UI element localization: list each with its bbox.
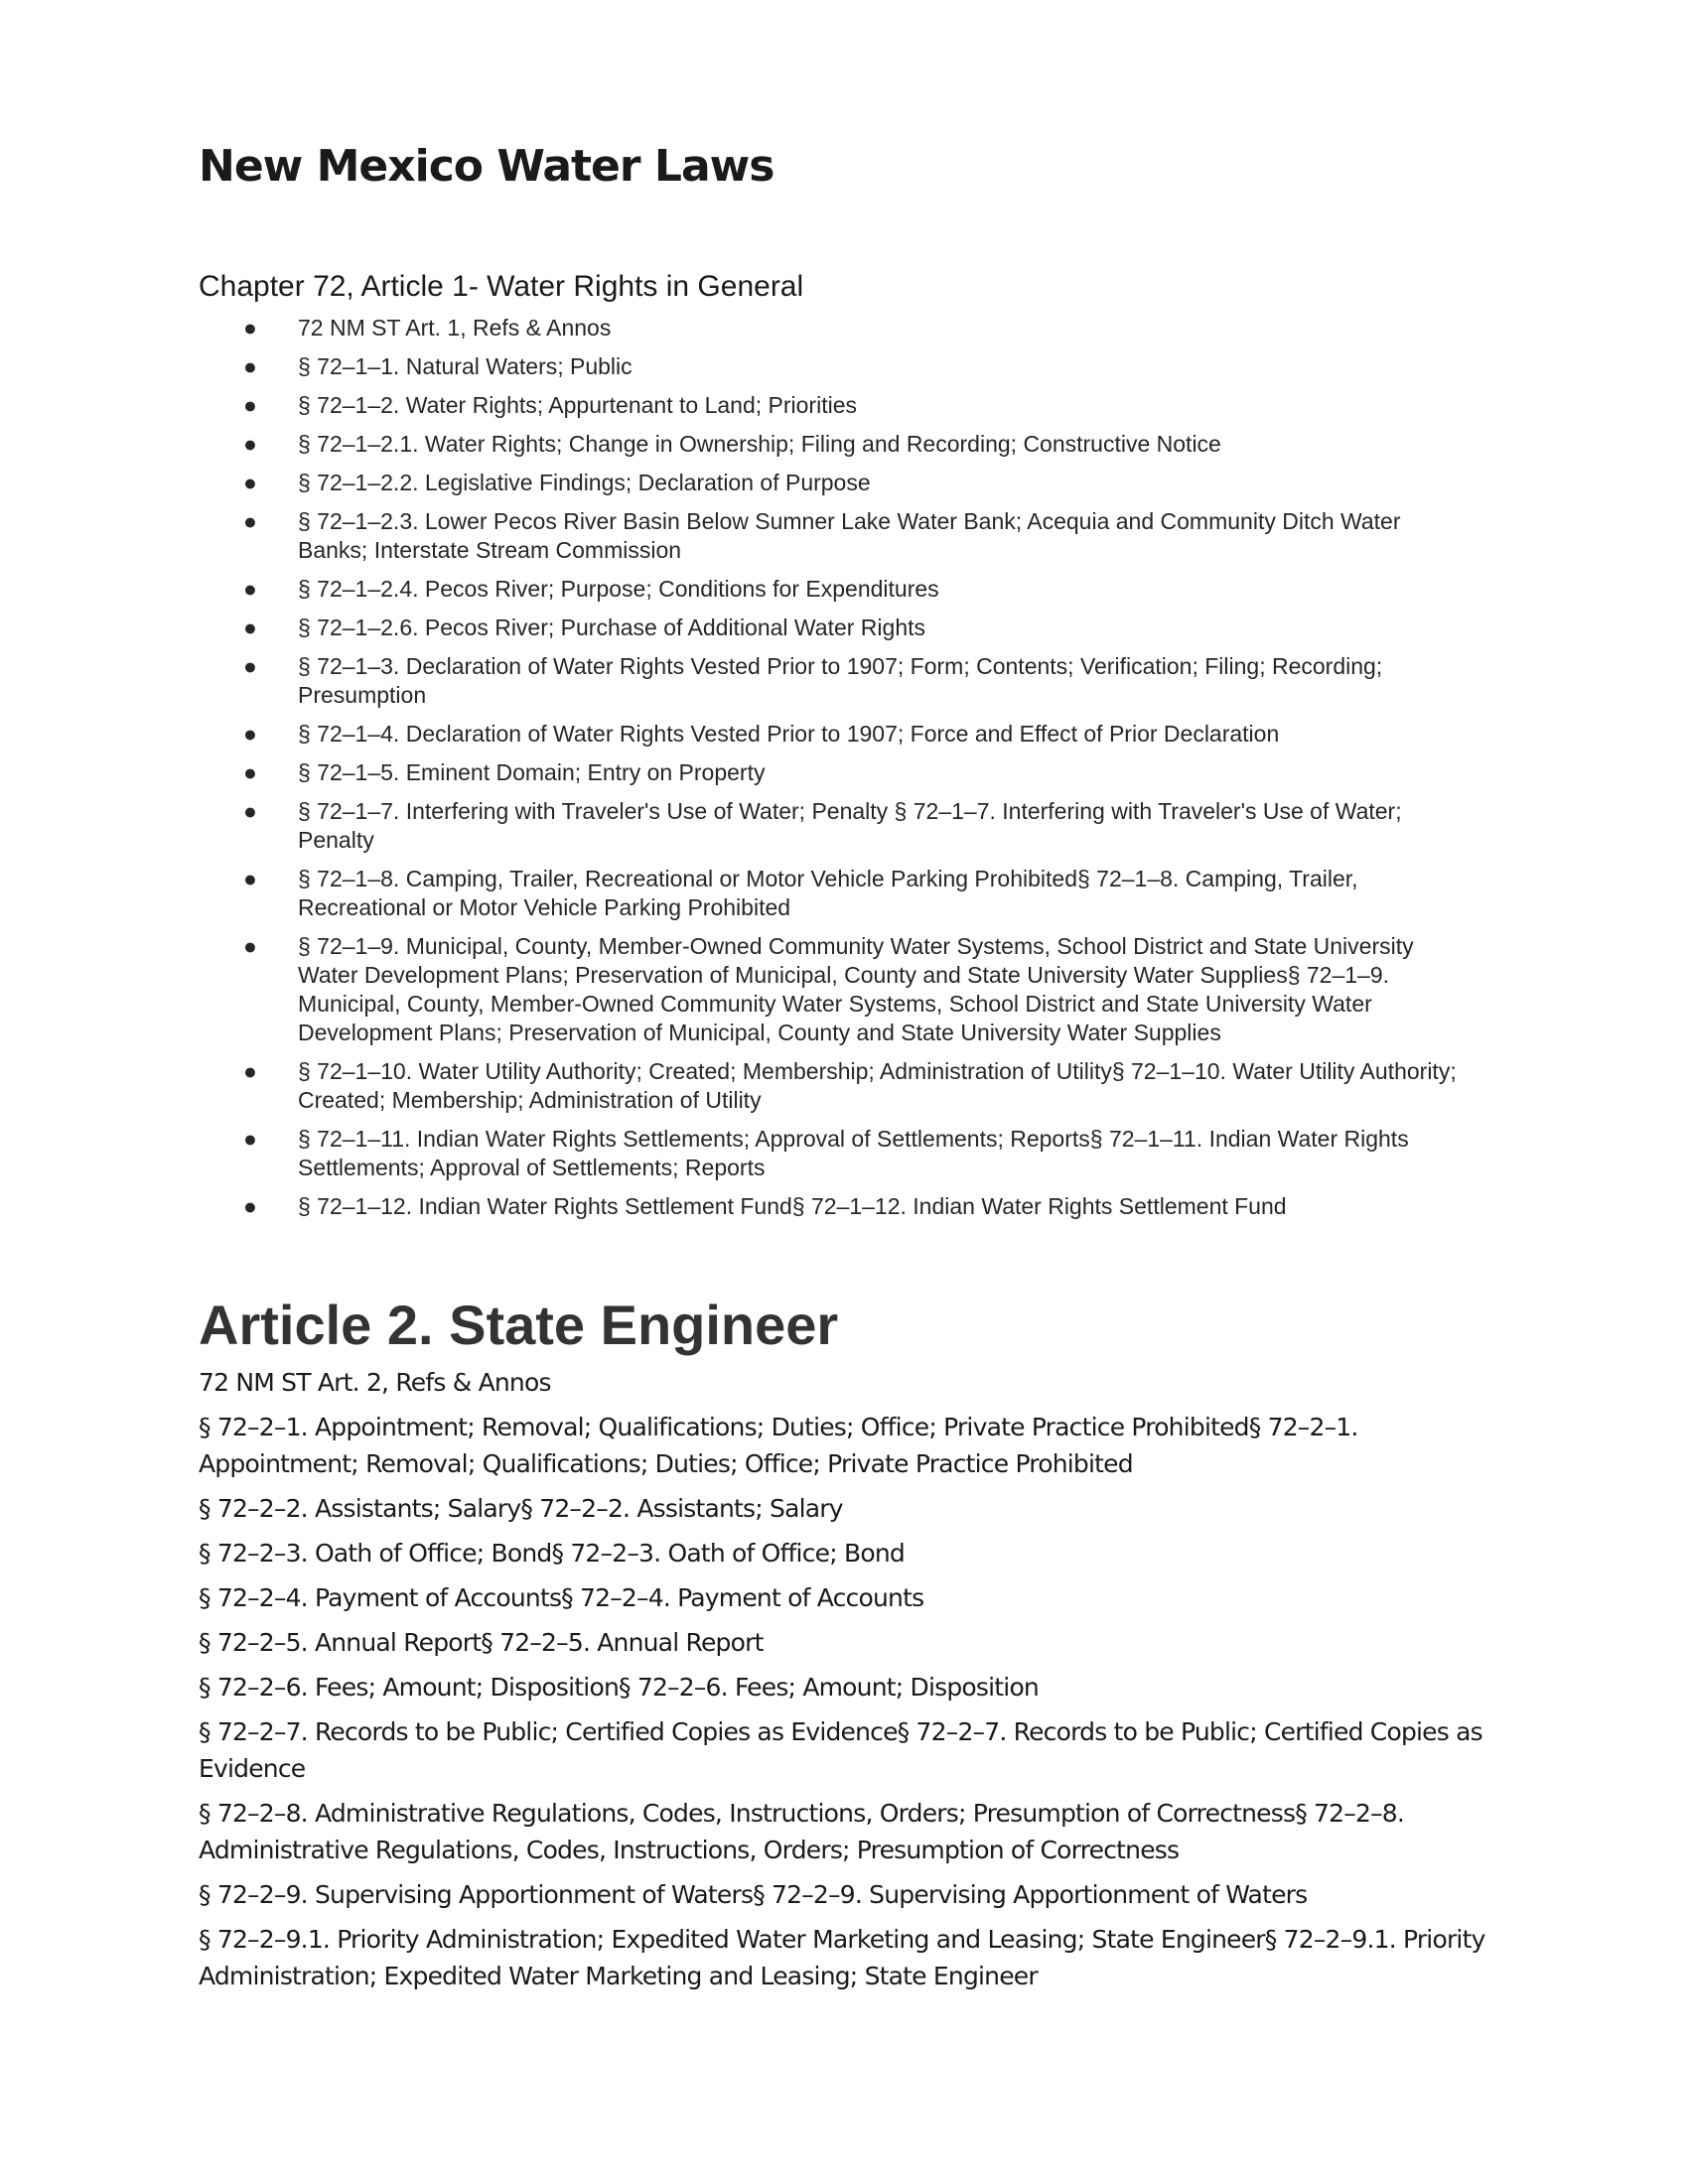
section-item-text: 72 NM ST Art. 1, Refs & Annos — [298, 315, 612, 341]
article-section-item: § 72–2–6. Fees; Amount; Disposition§ 72–2–6. Fees; Amount; Disposition — [199, 1673, 1039, 1702]
bullet-icon: ● — [243, 392, 257, 418]
section-list-item — [199, 1192, 1470, 1221]
section-list-item — [199, 391, 1470, 420]
section-list-item — [199, 575, 1470, 604]
section-item-text: § 72–1–4. Declaration of Water Rights Vested Prior to 1907; Force and Effect of Prior Declaration — [298, 721, 1280, 747]
section-item-text: § 72–1–8. Camping, Trailer, Recreational or Motor Vehicle Parking Prohibited§ 72–1–8. Camping, Trailer, Recreational or Motor Vehicle Parking Prohibited — [298, 866, 1358, 920]
section-list-item — [199, 932, 1470, 1047]
article-section-item: 72 NM ST Art. 2, Refs & Annos — [199, 1368, 551, 1397]
section-list-item — [199, 720, 1470, 749]
bullet-icon: ● — [243, 353, 257, 379]
bullet-icon: ● — [243, 933, 257, 959]
section-list-item — [199, 865, 1470, 922]
article-section-item: § 72–2–1. Appointment; Removal; Qualifications; Duties; Office; Private Practice Prohibited§ 72–2–1. Appointment; Removal; Qualifications; Duties; Office; Private Practice Prohibited — [199, 1413, 1358, 1478]
section-item-text: § 72–1–3. Declaration of Water Rights Vested Prior to 1907; Form; Contents; Verification; Filing; Recording; Presumption — [298, 653, 1383, 708]
section-item-text: § 72–1–2.2. Legislative Findings; Declaration of Purpose — [298, 470, 871, 495]
section-list-item — [199, 507, 1470, 565]
article-section-item: § 72–2–2. Assistants; Salary§ 72–2–2. Assistants; Salary — [199, 1494, 843, 1523]
section-item-text: § 72–1–1. Natural Waters; Public — [298, 353, 633, 379]
bullet-icon: ● — [243, 1126, 257, 1152]
bullet-icon: ● — [243, 866, 257, 891]
bullet-icon: ● — [243, 614, 257, 640]
chapter-heading: Chapter 72, Article 1- Water Rights in General — [199, 270, 804, 303]
section-list-item — [199, 430, 1470, 459]
section-item-text: § 72–1–12. Indian Water Rights Settlement Fund§ 72–1–12. Indian Water Rights Settlement Fund — [298, 1193, 1287, 1219]
section-item-text: § 72–1–11. Indian Water Rights Settlements; Approval of Settlements; Reports§ 72–1–11. Indian Water Rights Settlements; Approval of Settlements; Reports — [298, 1126, 1409, 1180]
bullet-icon: ● — [243, 653, 257, 679]
article-section-item: § 72–2–4. Payment of Accounts§ 72–2–4. Payment of Accounts — [199, 1583, 924, 1612]
article-section-list — [199, 1364, 1519, 2002]
section-item-text: § 72–1–2.6. Pecos River; Purchase of Additional Water Rights — [298, 614, 925, 640]
document-title: New Mexico Water Laws — [199, 141, 774, 192]
article-heading: Article 2. State Engineer — [199, 1294, 839, 1356]
bullet-icon: ● — [243, 508, 257, 534]
section-item-text: § 72–1–2.1. Water Rights; Change in Ownership; Filing and Recording; Constructive Notice — [298, 431, 1221, 457]
bullet-icon: ● — [243, 431, 257, 457]
bullet-icon: ● — [243, 759, 257, 785]
section-item-text: § 72–1–7. Interfering with Traveler's Use of Water; Penalty § 72–1–7. Interfering with Traveler's Use of Water; Penalty — [298, 798, 1402, 853]
bullet-icon: ● — [243, 721, 257, 747]
section-list-item — [199, 352, 1470, 381]
bullet-icon: ● — [243, 576, 257, 602]
section-list-item — [199, 1125, 1470, 1182]
article-section-item: § 72–2–7. Records to be Public; Certified Copies as Evidence§ 72–2–7. Records to be Public; Certified Copies as Evidence — [199, 1717, 1482, 1783]
section-list-item — [199, 314, 1470, 342]
section-item-text: § 72–1–5. Eminent Domain; Entry on Property — [298, 759, 766, 785]
article-section-item: § 72–2–5. Annual Report§ 72–2–5. Annual Report — [199, 1628, 764, 1657]
chapter-section-list — [199, 314, 1489, 1231]
section-item-text: § 72–1–2.4. Pecos River; Purpose; Conditions for Expenditures — [298, 576, 939, 602]
article-section-item: § 72–2–3. Oath of Office; Bond§ 72–2–3. Oath of Office; Bond — [199, 1539, 905, 1568]
section-item-text: § 72–1–2.3. Lower Pecos River Basin Below Sumner Lake Water Bank; Acequia and Community Ditch Water Banks; Interstate Stream Commission — [298, 508, 1401, 563]
section-item-text: § 72–1–9. Municipal, County, Member-Owned Community Water Systems, School District and State University Water Development Plans; Preservation of Municipal, County and State University Water Supplies§ 72–1–9. Municipal, County, Member-Owned Community Water Systems, School District and State University Water Development Plans; Preservation of Municipal, County and State University Water Supplies — [298, 933, 1414, 1045]
section-list-item — [199, 652, 1470, 710]
article-section-item: § 72–2–9. Supervising Apportionment of Waters§ 72–2–9. Supervising Apportionment of Waters — [199, 1880, 1308, 1909]
section-item-text: § 72–1–10. Water Utility Authority; Created; Membership; Administration of Utility§ 72–1–10. Water Utility Authority; Created; Membership; Administration of Utility — [298, 1058, 1457, 1113]
section-list-item — [199, 797, 1470, 855]
article-section-item: § 72–2–9.1. Priority Administration; Expedited Water Marketing and Leasing; State Engineer§ 72–2–9.1. Priority Administration; Expedited Water Marketing and Leasing; State Engineer — [199, 1925, 1485, 1990]
article-section-item: § 72–2–8. Administrative Regulations, Codes, Instructions, Orders; Presumption of Correctness§ 72–2–8. Administrative Regulations, Codes, Instructions, Orders; Presumption of Correctness — [199, 1799, 1405, 1864]
section-list-item — [199, 469, 1470, 497]
section-list-item — [199, 758, 1470, 787]
bullet-icon: ● — [243, 470, 257, 495]
bullet-icon: ● — [243, 1193, 257, 1219]
bullet-icon: ● — [243, 315, 257, 341]
section-item-text: § 72–1–2. Water Rights; Appurtenant to Land; Priorities — [298, 392, 857, 418]
section-list-item — [199, 1057, 1470, 1115]
bullet-icon: ● — [243, 1058, 257, 1084]
section-list-item — [199, 614, 1470, 642]
bullet-icon: ● — [243, 798, 257, 824]
